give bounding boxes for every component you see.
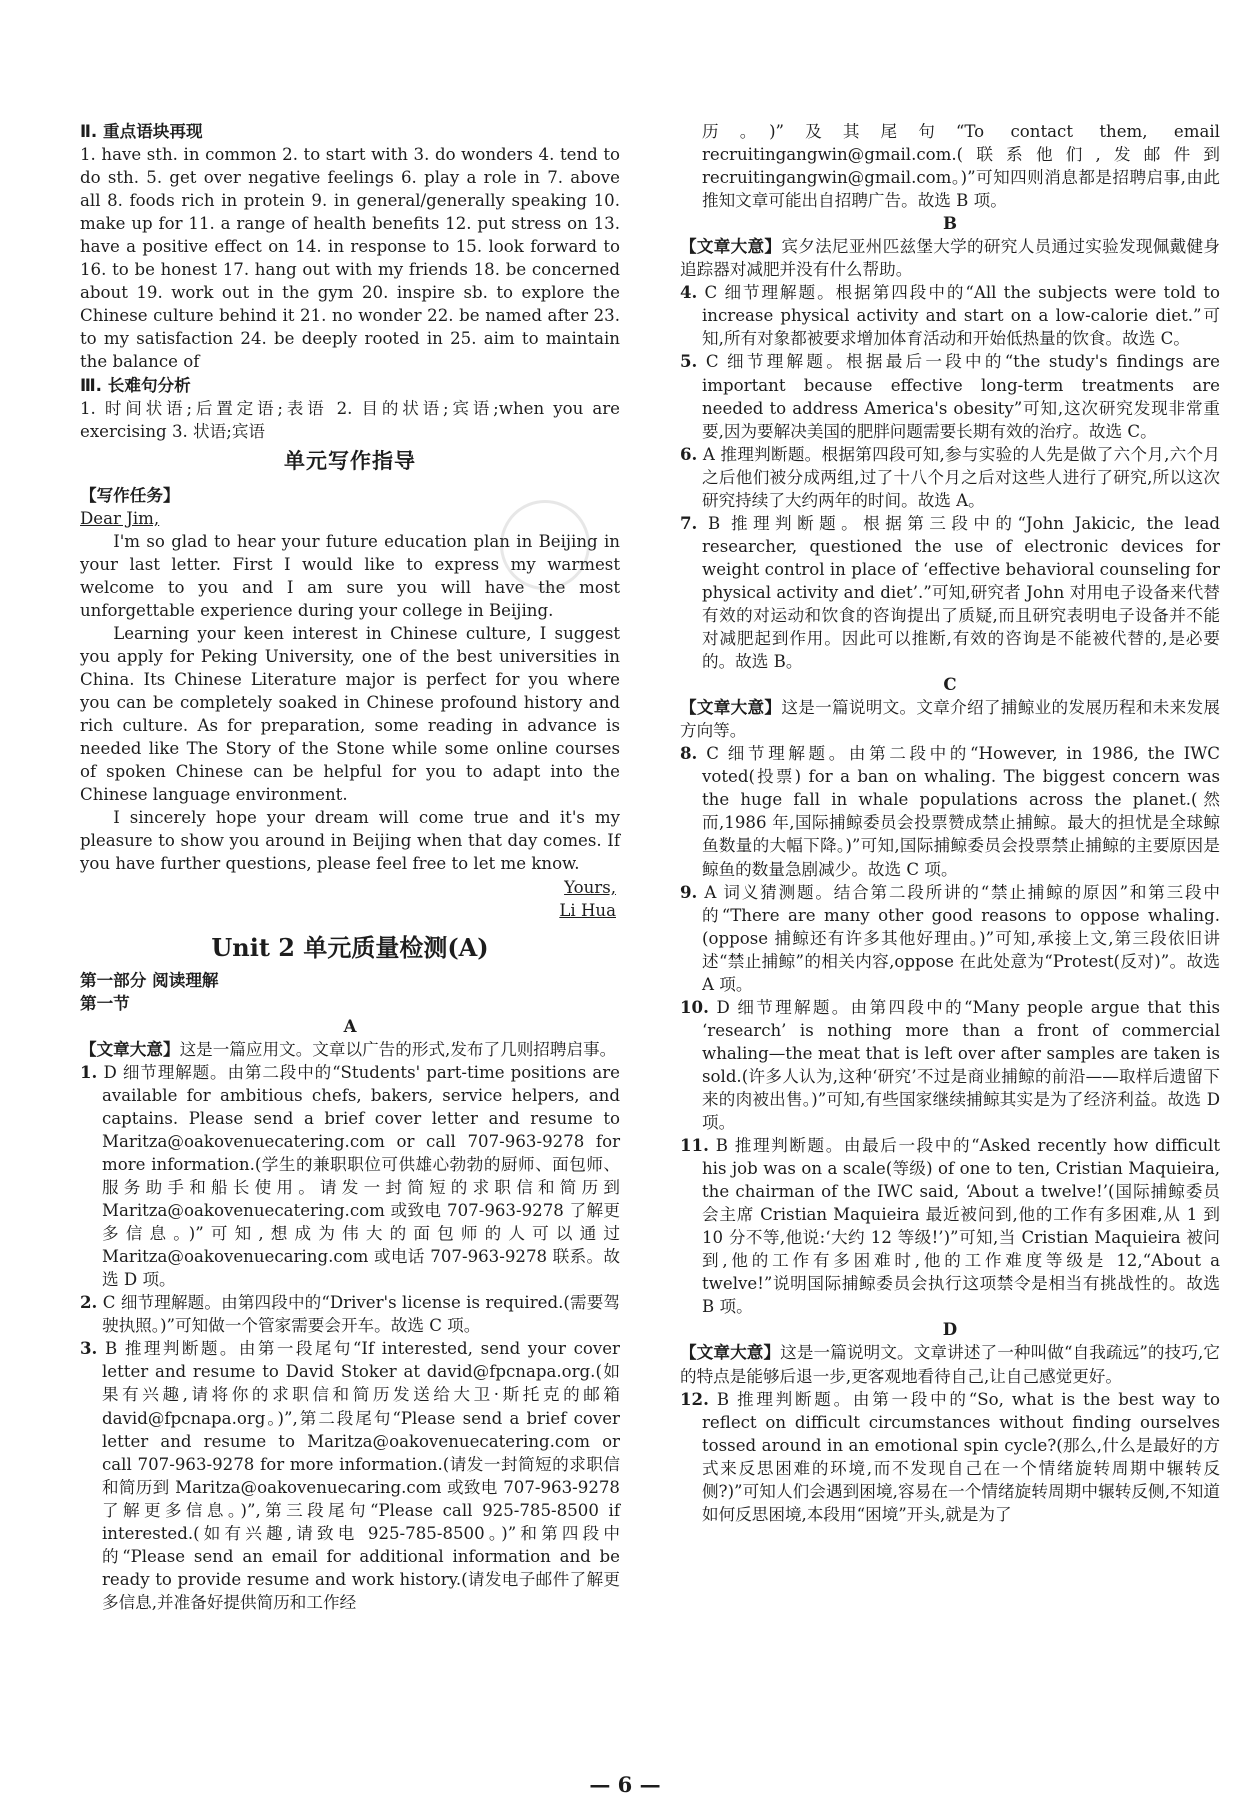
- summary-text: 这是一篇说明文。文章讲述了一种叫做“自我疏远”的技巧,它的特点是能够后退一步,更客观地看待自己,让自己感觉更好。: [680, 1343, 1220, 1386]
- section1-title: 第一节: [80, 993, 130, 1013]
- watermark-stamp: [500, 500, 590, 590]
- answer-item: [680, 996, 1220, 1134]
- passage-d-summary: [680, 1341, 1220, 1387]
- answer-number: 9.: [680, 881, 698, 902]
- section3-title: Ⅲ. 长难句分析: [80, 375, 191, 395]
- left-column: [80, 120, 620, 1614]
- passage-a-summary: [80, 1038, 620, 1061]
- answer-number: 1.: [80, 1061, 98, 1082]
- answer-item: [680, 881, 1220, 996]
- answer-continuation: 历。)”及其尾句“To contact them, email recruitingangwin@gmail.com.(联系他们,发邮件到 recruitingangwin@gmail.com。)”可知四则消息都是招聘启事,由此推知文章可能出自招聘广告。故选 B 项。: [702, 122, 1220, 211]
- letter-paragraph: Learning your keen interest in Chinese culture, I suggest you apply for Peking University, one of the best universities in China. Its Chinese Literature major is perfect for you where you can be completely soaked in Chinese profound history and rich culture. As for preparation, some reading in advance is needed like The Story of the Stone while some online courses of spoken Chinese can be helpful for you to adapt into the Chinese language environment.: [80, 623, 620, 805]
- answer-text: A 词义猜测题。结合第二段所讲的“禁止捕鲸的原因”和第三段中的“There are many other good reasons to oppose whaling.(oppose 捕鲸还有许多其他好理由。)”可知,承接上文,第三段依旧讲述“禁止捕鲸”的相关内容,oppose 在此处意为“Protest(反对)”。故选 A 项。: [702, 882, 1220, 994]
- passage-a-letter: A: [343, 1015, 357, 1036]
- answer-number: 8.: [680, 743, 698, 764]
- right-column: [680, 120, 1220, 1526]
- answer-text: D 细节理解题。由第二段中的“Students' part-time positions are available for ambitious chefs, bakers, service helpers, and captains. Please send a brief cover letter and resume to Maritza@oakovenuecatering.com or call 707-963-9278 for more information.(学生的兼职职位可供雄心勃勃的厨师、面包师、服务助手和船长使用。请发一封简短的求职信和简历到 Maritza@oakovenuecatering.com 或致电 707-963-9278 了解更多信息。)”可知,想成为伟大的面包师的人可以通过 Maritza@oakovenuecaring.com 或电话 707-963-9278 联系。故选 D 项。: [102, 1062, 620, 1290]
- passage-c-letter: C: [943, 674, 957, 695]
- answer-item: [680, 742, 1220, 880]
- answer-text: C 细节理解题。根据最后一段中的“the study's findings are important because effective long-term treatments are needed to address America's obesity”可知,这次研究发现非常重要,因为要解决美国的肥胖问题需要长期有效的治疗。故选 C。: [702, 352, 1220, 441]
- answer-text: B 推理判断题。由第一段尾句“If interested, send your cover letter and resume to David Stoker at david@fpcnapa.org.(如果有兴趣,请将你的求职信和简历发送给大卫·斯托克的邮箱 david@fpcnapa.org。)”,第二段尾句“Please send a brief cover letter and resume to Maritza@oakovenuecatering.com or call 707-963-9278 for more information.(请发一封简短的求职信和简历到 Maritza@oakovenuecaring.com 或致电 707-963-9278 了解更多信息。)”,第三段尾句“Please call 925-785-8500 if interested.(如有兴趣,请致电 925-785-8500。)”和第四段中的“Please send an email for additional information and be ready to provide resume and work history.(请发电子邮件了解更多信息,并准备好提供简历和工作经: [102, 1339, 620, 1612]
- answer-number: 4.: [680, 282, 698, 303]
- answer-number: 10.: [680, 996, 709, 1017]
- writing-heading: 单元写作指导: [284, 448, 416, 473]
- answer-text: B 推理判断题。根据第三段中的“John Jakicic, the lead researcher, questioned the use of electronic devices for weight control in place of ‘effective behavioral counseling for physical activity and diet’.”可知,研究者 John 对用电子设备来代替有效的对运动和饮食的咨询提出了质疑,而且研究表明电子设备并不能对减肥起到作用。因此可以推断,有效的咨询是不能被代替的,是必要的。故选 B。: [702, 513, 1220, 672]
- letter-paragraph: I'm so glad to hear your future education plan in Beijing in your last letter. First I would like to express my warmest welcome to you and I am sure you will have the most unforgettable experience during your college in Beijing.: [80, 531, 620, 620]
- summary-tag: 【文章大意】: [80, 1039, 180, 1059]
- answer-item: [80, 1291, 620, 1337]
- answer-number: 12.: [680, 1388, 709, 1409]
- summary-tag: 【文章大意】: [680, 698, 782, 718]
- passage-b-summary: [680, 235, 1220, 281]
- passage-c-summary: [680, 696, 1220, 742]
- answer-number: 5.: [680, 351, 698, 372]
- unit2-title: Unit 2 单元质量检测(A): [211, 932, 489, 962]
- answer-item: [680, 1134, 1220, 1318]
- answer-item: [80, 1337, 620, 1614]
- summary-text: 这是一篇说明文。文章介绍了捕鲸业的发展历程和未来发展方向等。: [680, 698, 1221, 741]
- answer-number: 2.: [80, 1292, 98, 1313]
- answer-item: [680, 281, 1220, 350]
- answer-text: B 推理判断题。由第一段中的“So, what is the best way to reflect on difficult circumstances without finding ourselves tossed around in an emotional spin cycle?(那么,什么是最好的方式来反思困难的环境,而不发现自己在一个情绪旋转周期中辗转反侧?)”可知人们会遇到困境,容易在一个情绪旋转周期中辗转反侧,不知道如何反思困境,本段用“困境”开头,就是为了: [702, 1389, 1220, 1524]
- answer-number: 3.: [80, 1338, 98, 1359]
- answer-page: [80, 120, 1221, 1770]
- section2-text: 1. have sth. in common 2. to start with 3. do wonders 4. tend to do sth. 5. get over negative feelings 6. play a role in 7. above all 8. foods rich in protein 9. in general/generally speaking 10. make up for 11. a range of health benefits 12. put stress on 13. have a positive effect on 14. in response to 15. look forward to 16. to be honest 17. hang out with my friends 18. be concerned about 19. work out in the gym 20. inspire sb. to explore the Chinese culture behind it 21. no wonder 22. be named after 23. to my satisfaction 24. be deeply rooted in 25. aim to maintain the balance of: [80, 145, 620, 372]
- answer-text: D 细节理解题。由第四段中的“Many people argue that this ‘research’ is nothing more than a front of commercial whaling—the meat that is left over after samples are taken is sold.(许多人认为,这种‘研究’不过是商业捕鲸的前沿——取样后遗留下来的肉被出售。)”可知,有些国家继续捕鲸其实是为了经济利益。故选 D 项。: [702, 997, 1220, 1133]
- letter-closing: Yours,: [564, 877, 616, 897]
- answer-text: C 细节理解题。根据第四段中的“All the subjects were told to increase physical activity and start on a low-calorie diet.”可知,所有对象都被要求增加体育活动和开始低热量的饮食。故选 C。: [702, 283, 1220, 349]
- summary-text: 宾夕法尼亚州匹兹堡大学的研究人员通过实验发现佩戴健身追踪器对减肥并没有什么帮助。: [680, 237, 1221, 280]
- part1-title: 第一部分 阅读理解: [80, 970, 219, 990]
- summary-text: 这是一篇应用文。文章以广告的形式,发布了几则招聘启事。: [179, 1039, 617, 1059]
- answer-item: [80, 1061, 620, 1291]
- answer-text: C 细节理解题。由第二段中的“However, in 1986, the IWC voted(投票) for a ban on whaling. The biggest concern was the huge fall in whale populations across the planet.(然而,1986 年,国际捕鲸委员会投票赞成禁止捕鲸。最大的担忧是全球鲸鱼数量的大幅下降。)”可知,国际捕鲸委员会投票禁止捕鲸的主要原因是鲸鱼的数量急剧减少。故选 C 项。: [702, 744, 1220, 879]
- answer-item: [680, 1388, 1220, 1526]
- page-number: — 6 —: [589, 1772, 661, 1797]
- letter-paragraph: I sincerely hope your dream will come true and it's my pleasure to show you around in Beijing when that day comes. If you have further questions, please feel free to let me know.: [80, 808, 620, 874]
- summary-tag: 【文章大意】: [680, 1343, 781, 1363]
- answer-number: 11.: [680, 1135, 709, 1156]
- answer-text: C 细节理解题。由第四段中的“Driver's license is required.(需要驾驶执照。)”可知做一个管家需要会开车。故选 C 项。: [102, 1293, 621, 1336]
- answer-text: A 推理判断题。根据第四段可知,参与实验的人先是做了六个月,六个月之后他们被分成两组,过了十八个月之后对这些人进行了研究,所以这次研究持续了大约两年的时间。故选 A。: [702, 444, 1220, 510]
- section3-text: 1. 时间状语;后置定语;表语 2. 目的状语;宾语;when you are exercising 3. 状语;宾语: [80, 398, 620, 441]
- section2-title: Ⅱ. 重点语块再现: [80, 122, 203, 141]
- letter-greeting: Dear Jim,: [80, 508, 160, 528]
- answer-item: [680, 350, 1220, 442]
- answer-number: 6.: [680, 443, 698, 464]
- answer-item: [680, 512, 1220, 673]
- passage-b-letter: B: [942, 213, 958, 234]
- answer-number: 7.: [680, 512, 698, 533]
- passage-d-letter: D: [942, 1319, 958, 1340]
- letter-signature: Li Hua: [559, 900, 616, 920]
- answer-item: [680, 443, 1220, 512]
- summary-tag: 【文章大意】: [680, 237, 782, 257]
- writing-task-label: 【写作任务】: [80, 485, 180, 505]
- answer-text: B 推理判断题。由最后一段中的“Asked recently how difficult his job was on a scale(等级) of one to ten, Cristian Maquieira, the chairman of the IWC said, ‘About a twelve!’(国际捕鲸委员会主席 Cristian Maquieira 最近被问到,他的工作有多困难,从 1 到 10 分不等,他说:‘大约 12 等级!’)”可知,当 Cristian Maquieira 被问到,他的工作有多困难时,他的工作难度等级是 12,“About a twelve!”说明国际捕鲸委员会执行这项禁令是相当有挑战性的。故选 B 项。: [702, 1136, 1220, 1317]
